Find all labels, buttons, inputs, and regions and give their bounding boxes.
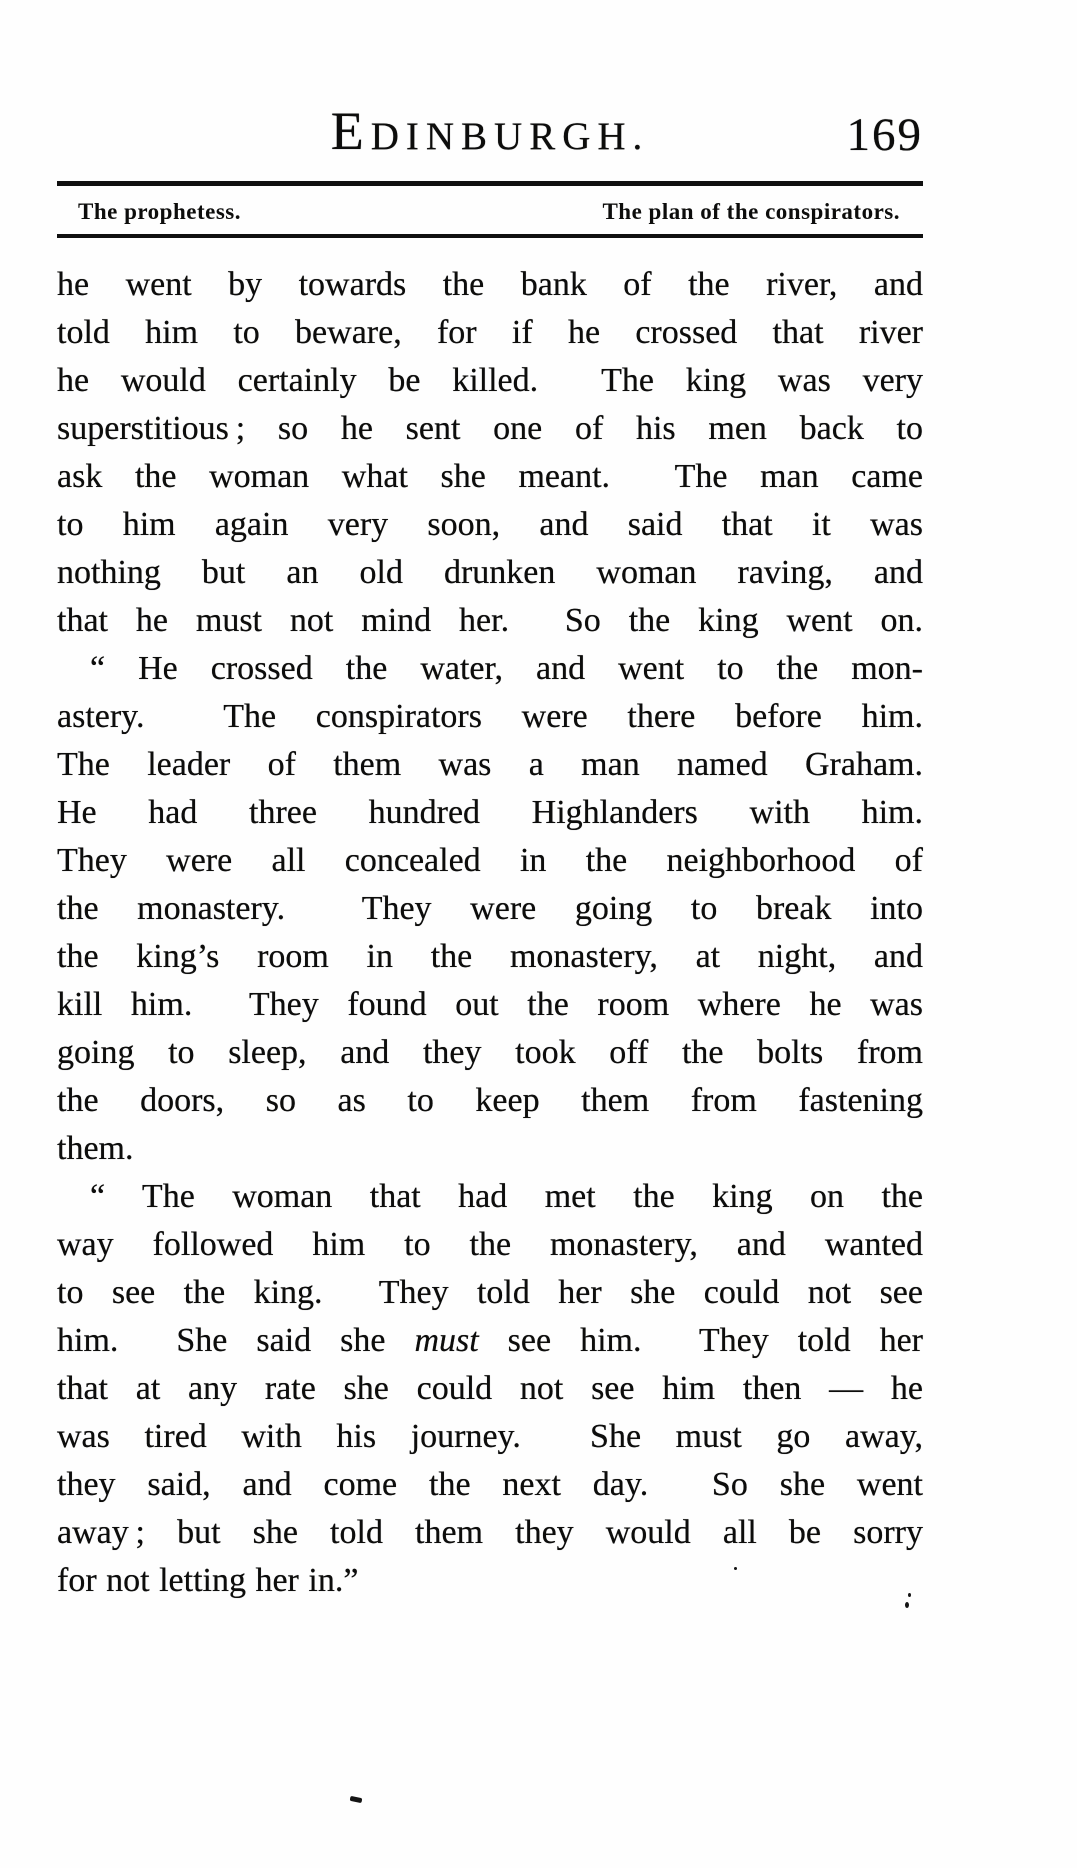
- page-title-initial: E: [330, 101, 371, 161]
- text-line: [57, 1077, 923, 1125]
- text-segment: must: [414, 1322, 479, 1359]
- text-line: [57, 1173, 923, 1221]
- text-segment: told him to beware, for if he crossed that river: [57, 314, 923, 351]
- text-segment: nothing but an old drunken woman raving, and: [57, 554, 923, 591]
- text-line: [57, 933, 923, 981]
- text-segment: ask the woman what she meant. The man came: [57, 458, 923, 495]
- scan-speck: [905, 1602, 909, 1608]
- scan-speck: [734, 1567, 737, 1570]
- text-segment: them.: [57, 1130, 134, 1167]
- text-segment: for not letting her in.”: [57, 1562, 359, 1599]
- text-segment: superstitious ; so he sent one of his men back to: [57, 410, 923, 447]
- text-line: [57, 789, 923, 837]
- text-line: [57, 1317, 923, 1365]
- text-segment: he would certainly be killed. The king was very: [57, 362, 923, 399]
- text-segment: kill him. They found out the room where he was: [57, 986, 923, 1023]
- text-segment: They were all concealed in the neighborhood of: [57, 842, 923, 879]
- text-line: [57, 309, 923, 357]
- text-line: [57, 645, 923, 693]
- text-line: [57, 261, 923, 309]
- text-segment: He had three hundred Highlanders with him.: [57, 794, 923, 831]
- text-line: [57, 597, 923, 645]
- text-line: [57, 405, 923, 453]
- running-head-left: The prophetess.: [78, 199, 241, 224]
- text-segment: astery. The conspirators were there before him.: [57, 698, 923, 735]
- text-line: [57, 357, 923, 405]
- page-content: [57, 0, 923, 1868]
- text-segment: going to sleep, and they took off the bolts from: [57, 1034, 923, 1071]
- text-segment: The leader of them was a man named Graham.: [57, 746, 923, 783]
- text-line: [57, 885, 923, 933]
- text-segment: to see the king. They told her she could not see: [57, 1274, 923, 1311]
- text-segment: him. She said she: [57, 1322, 415, 1359]
- text-line: [57, 1221, 923, 1269]
- text-line: [57, 1509, 923, 1557]
- text-segment: he went by towards the bank of the river, and: [57, 266, 923, 303]
- text-segment: was tired with his journey. She must go away,: [57, 1418, 923, 1455]
- running-head-right: The plan of the conspirators.: [602, 199, 900, 224]
- text-line: [57, 837, 923, 885]
- text-line: [57, 1029, 923, 1077]
- running-heads-row: [57, 199, 923, 225]
- running-title-row: [57, 101, 923, 161]
- text-line: [57, 549, 923, 597]
- text-line: [57, 693, 923, 741]
- page-title-rest: DINBURGH.: [370, 115, 650, 158]
- text-line: [57, 453, 923, 501]
- body-text: [57, 261, 923, 1605]
- text-segment: see him. They told her: [478, 1322, 924, 1359]
- text-segment: way followed him to the monastery, and wanted: [57, 1226, 923, 1263]
- text-segment: the monastery. They were going to break into: [57, 890, 923, 927]
- text-line: [57, 501, 923, 549]
- text-line: [57, 1125, 923, 1173]
- scan-speck: [908, 1593, 911, 1597]
- text-line: [57, 1269, 923, 1317]
- text-line: [57, 1365, 923, 1413]
- text-line: [57, 1557, 923, 1605]
- text-line: [57, 1413, 923, 1461]
- text-line: [57, 741, 923, 789]
- text-segment: away ; but she told them they would all be sorry: [57, 1514, 923, 1551]
- text-segment: that he must not mind her. So the king went on.: [57, 602, 923, 639]
- page-title: [330, 101, 650, 161]
- header-rule-top: [57, 181, 923, 186]
- text-segment: they said, and come the next day. So she went: [57, 1466, 923, 1503]
- text-line: [57, 1461, 923, 1509]
- text-line: [57, 981, 923, 1029]
- text-segment: to him again very soon, and said that it was: [57, 506, 923, 543]
- text-segment: that at any rate she could not see him then — he: [57, 1370, 923, 1407]
- text-segment: the doors, so as to keep them from fastening: [57, 1082, 923, 1119]
- text-segment: “ The woman that had met the king on the: [90, 1178, 923, 1215]
- text-segment: the king’s room in the monastery, at night, and: [57, 938, 923, 975]
- page-number: 169: [846, 109, 923, 161]
- header-rule-bottom: [57, 234, 923, 238]
- text-segment: “ He crossed the water, and went to the mon-: [90, 650, 923, 687]
